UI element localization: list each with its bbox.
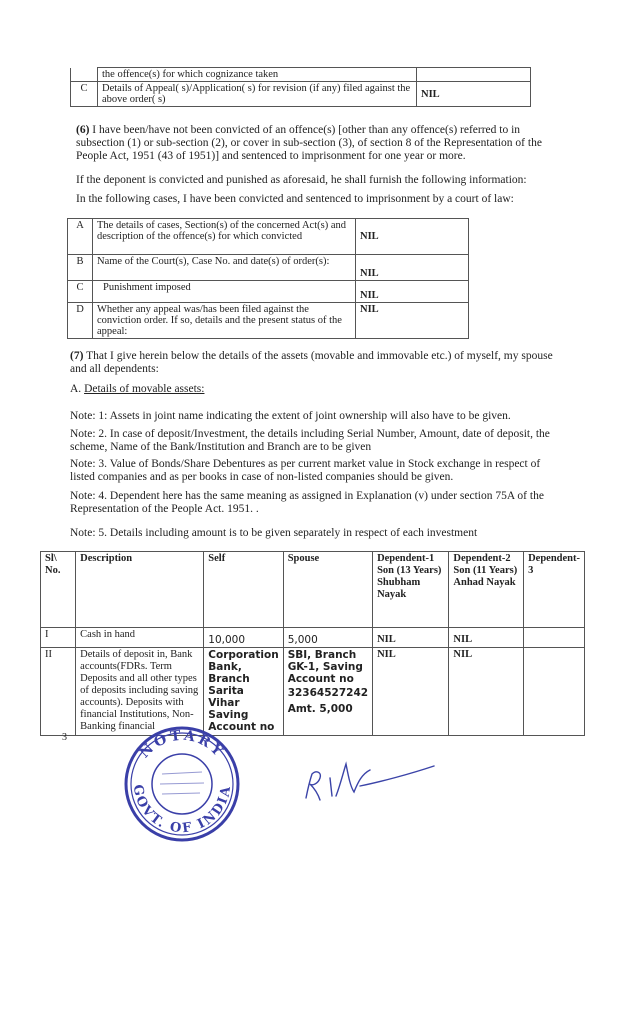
header-dependent-1: Dependent-1 Son (13 Years) Shubham Nayak: [373, 552, 449, 628]
table-row: [68, 303, 469, 339]
cell-sl: I: [41, 628, 76, 648]
paragraph-text: I have been/have not been convicted of an offence(s) [other than any offence(s) referred to in subsection (1) or sub-section (2), or cover in sub-section (3), of section 8 of the Representation of the People Act, 1951 (43 of 1951)] and sentenced to imprisonment for one year or more.: [76, 124, 542, 162]
table-cell-value: NIL: [356, 303, 469, 339]
cell-description: Details of deposit in, Bank accounts(FDRs. Term Deposits and all other types of deposits including saving accounts). Deposits with financial Institutions, Non-Banking financial: [76, 648, 204, 736]
header-dependent-2: Dependent-2 Son (11 Years) Anhad Nayak: [449, 552, 524, 628]
spouse-account-number: 32364527242: [287, 687, 369, 699]
spouse-amount: Amt. 5,000: [287, 703, 353, 715]
paragraph-number: (7): [70, 350, 84, 362]
page-number: 3: [62, 732, 67, 743]
cell-sl: II: [41, 648, 76, 736]
cell-dependent-2: NIL: [449, 648, 524, 736]
paragraph-6: [76, 124, 556, 163]
note-1: Note: 1: Assets in joint name indicating the extent of joint ownership will also have to be given.: [70, 410, 511, 422]
offence-details-table: [70, 67, 531, 107]
notary-stamp-icon: [120, 722, 244, 846]
deponent-line: If the deponent is convicted and punished as aforesaid, he shall furnish the following information:: [76, 174, 527, 186]
row-label: B: [68, 255, 93, 281]
svg-text:GOVT. OF INDIA: GOVT. OF INDIA: [129, 783, 235, 837]
table-cell-text: the offence(s) for which cognizance taken: [98, 68, 417, 82]
note-2: Note: 2. In case of deposit/Investment, the details including Serial Number, Amount, date of deposit, the scheme, Name of the Bank/Institution and Branch are to be given: [70, 428, 550, 453]
cell-dependent-3: [524, 648, 585, 736]
paragraph-number: (6): [76, 124, 90, 136]
table-row: [68, 255, 469, 281]
note-3: Note: 3. Value of Bonds/Share Debentures as per current market value in Stock exchange in respect of listed companies and as per books in case of non-listed companies should be given.: [70, 458, 541, 483]
header-sl-no: Sl\ No.: [41, 552, 76, 628]
table-cell-value: [417, 68, 531, 82]
table-cell-value: NIL: [356, 255, 469, 281]
cell-dependent-1: NIL: [373, 628, 449, 648]
section-a-heading: A. Details of movable assets:: [70, 383, 205, 395]
paragraph-7: [70, 350, 560, 376]
table-cell-text: Whether any appeal was/has been filed against the conviction order. If so, details and the present status of the appeal:: [93, 303, 356, 339]
header-spouse: Spouse: [283, 552, 372, 628]
conviction-table: [67, 218, 469, 339]
row-label: A: [68, 219, 93, 255]
table-row: [68, 281, 469, 303]
table-cell-text: Details of Appeal( s)/Application( s) for revision (if any) filed against the above order( s): [98, 82, 417, 107]
note-5: Note: 5. Details including amount is to be given separately in respect of each investment: [70, 527, 478, 539]
cell-dependent-2: NIL: [449, 628, 524, 648]
table-row: [41, 628, 585, 648]
cell-self: 10,000: [204, 628, 283, 648]
paragraph-text: That I give herein below the details of the assets (movable and immovable etc.) of myself, my spouse and all dependents:: [70, 350, 553, 375]
cell-dependent-3: [524, 628, 585, 648]
cell-spouse: 5,000: [283, 628, 372, 648]
header-dependent-3: Dependent-3: [524, 552, 585, 628]
movable-assets-table: [40, 551, 585, 736]
cell-dependent-1: NIL: [373, 648, 449, 736]
svg-text:NOTARY: NOTARY: [136, 727, 228, 762]
cell-spouse: [283, 648, 372, 736]
table-header-row: [41, 552, 585, 628]
row-label: D: [68, 303, 93, 339]
section-a-title: Details of movable assets:: [84, 383, 205, 395]
following-cases-line: In the following cases, I have been convicted and sentenced to imprisonment by a court of law:: [76, 193, 514, 205]
cell-description: Cash in hand: [76, 628, 204, 648]
table-row: [71, 82, 531, 107]
table-cell-value: NIL: [356, 219, 469, 255]
row-label: C: [68, 281, 93, 303]
table-cell-value: NIL: [356, 281, 469, 303]
table-cell-text: The details of cases, Section(s) of the concerned Act(s) and description of the offence(s) for which convicted: [93, 219, 356, 255]
note-4: Note: 4. Dependent here has the same meaning as assigned in Explanation (v) under section 75A of the Representation of the People Act. 1951. .: [70, 490, 544, 515]
spouse-bank-branch: SBI, Branch GK-1, Saving Account no: [287, 649, 363, 685]
table-row: [68, 219, 469, 255]
header-self: Self: [204, 552, 283, 628]
header-description: Description: [76, 552, 204, 628]
cell-self: Corporation Bank, Branch Sarita Vihar Saving Account no: [204, 648, 283, 736]
table-cell-value: NIL: [417, 82, 531, 107]
row-label: C: [71, 82, 98, 107]
signature-icon: [300, 756, 440, 806]
table-cell-text: Name of the Court(s), Case No. and date(s) of order(s):: [93, 255, 356, 281]
table-row: [71, 68, 531, 82]
table-cell-text: Punishment imposed: [93, 281, 356, 303]
